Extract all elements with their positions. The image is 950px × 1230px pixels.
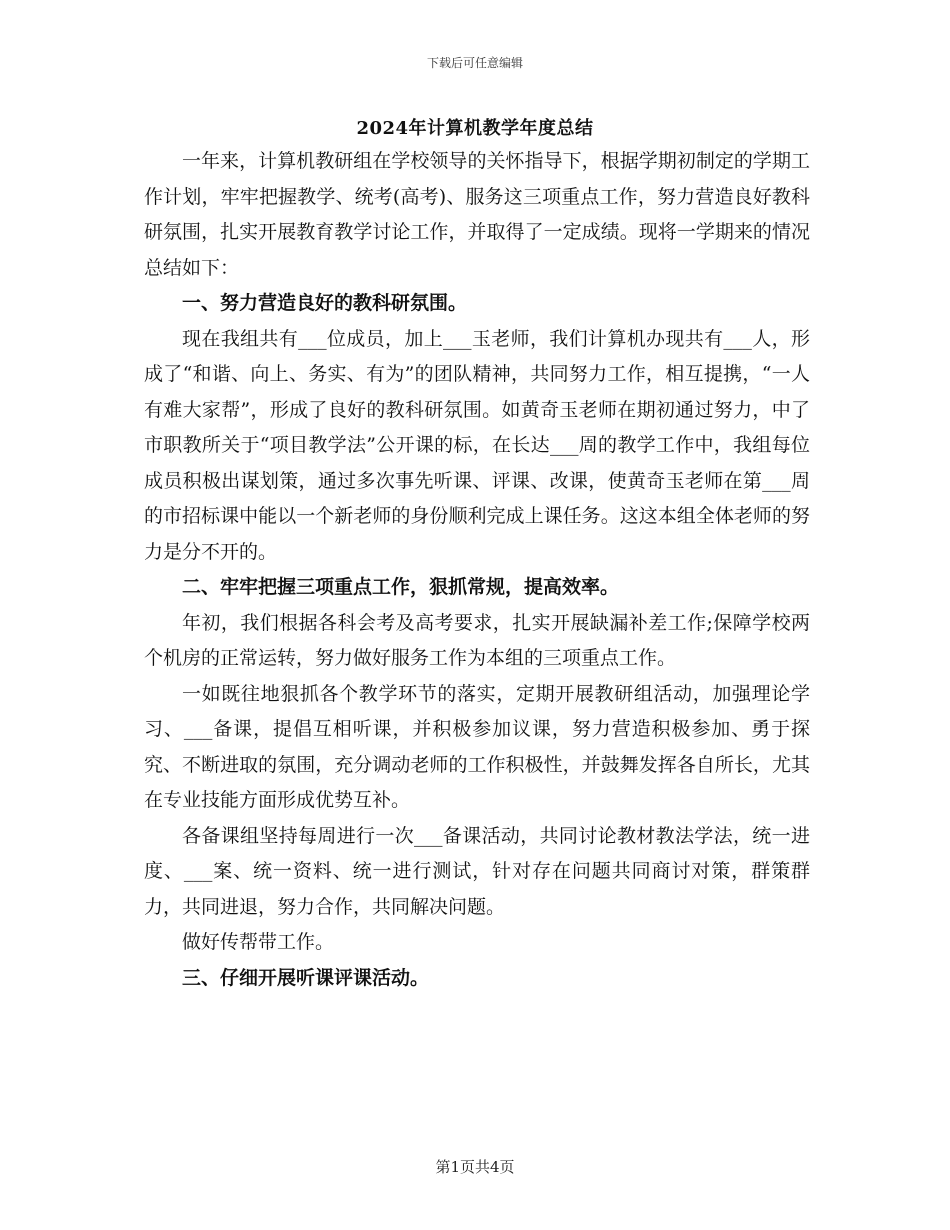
header-note: 下载后可任意编辑 — [426, 56, 523, 70]
section-2-paragraph-4: 做好传帮带工作。 — [182, 931, 335, 953]
document-body — [144, 144, 810, 996]
page-number: 第1页共4页 — [435, 1158, 515, 1176]
document-title: 2024年计算机教学年度总结 — [356, 118, 594, 139]
section-2-paragraph-1: 年初，我们根据各科会考及高考要求，扎实开展缺漏补差工作;保障学校两个机房的正常运转，努力做好服务工作为本组的三项重点工作。 — [144, 611, 810, 669]
section-2-paragraph-2: 一如既往地狠抓各个教学环节的落实，定期开展教研组活动，加强理论学习、___备课，提倡互相听课，并积极参加议课，努力营造积极参加、勇于探究、不断进取的氛围，充分调动老师的工作积极性，并鼓舞发挥各自所长，尤其在专业技能方面形成优势互补。 — [144, 682, 810, 811]
section-heading-1: 一、努力营造良好的教科研氛围。 — [182, 292, 468, 314]
section-heading-2: 二、牢牢把握三项重点工作，狠抓常规，提高效率。 — [182, 576, 620, 598]
section-1-paragraph: 现在我组共有___位成员，加上___玉老师，我们计算机办现共有___人，形成了“和谐、向上、务实、有为”的团队精神，共同努力工作，相互提携，“一人有难大家帮”，形成了良好的教科研氛围。如黄奇玉老师在期初通过努力，中了市职教所关于“项目教学法”公开课的标，在长达___周的教学工作中，我组每位成员积极出谋划策，通过多次事先听课、评课、改课，使黄奇玉老师在第___周的市招标课中能以一个新老师的身份顺利完成上课任务。这这本组全体老师的努力是分不开的。 — [144, 327, 810, 563]
intro-paragraph: 一年来，计算机教研组在学校领导的关怀指导下，根据学期初制定的学期工作计划，牢牢把握教学、统考(高考)、服务这三项重点工作，努力营造良好教科研氛围，扎实开展教育教学讨论工作，并取得了一定成绩。现将一学期来的情况总结如下： — [144, 150, 810, 279]
section-heading-3: 三、仔细开展听课评课活动。 — [182, 966, 430, 989]
section-2-paragraph-3: 各备课组坚持每周进行一次___备课活动，共同讨论教材教法学法，统一进度、___案、统一资料、统一进行测试，针对存在问题共同商讨对策，群策群力，共同进退，努力合作，共同解决问题。 — [144, 824, 810, 918]
